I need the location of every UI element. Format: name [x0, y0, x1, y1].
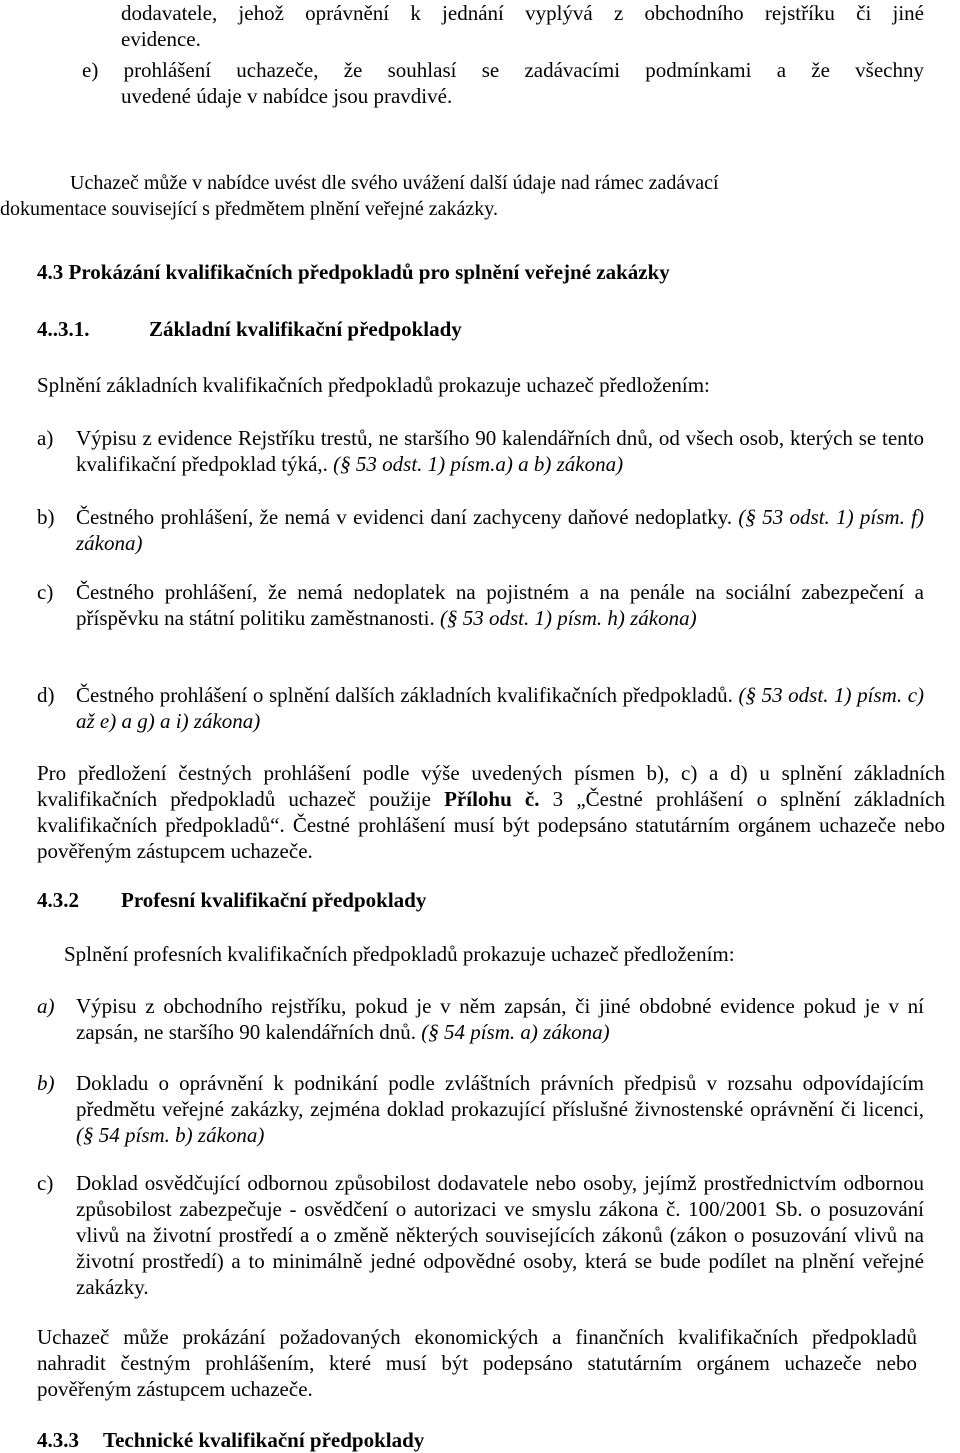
basic-item-d-body [76, 682, 924, 734]
section-4-3-3-heading [37, 1427, 917, 1453]
professional-item-b [0, 1070, 960, 1150]
section-4-3-heading: 4.3 Prokázání kvalifikačních předpokladů pro splnění veřejné zakázky [37, 260, 670, 284]
professional-item-a [0, 993, 960, 1049]
professional-item-a-ref: (§ 54 písm. a) zákona) [421, 1020, 610, 1044]
intro-line-1: Uchazeč může v nabídce uvést dle svého uvážení další údaje nad rámec zadávací [70, 172, 719, 194]
section-4-3-2-heading [37, 887, 917, 913]
intro-paragraph [0, 170, 893, 222]
professional-affidavit-note: Uchazeč může prokázání požadovaných ekonomických a finančních kvalifikačních předpokladů nahradit čestným prohlášením, které musí být podepsáno statutárním orgánem uchazeče nebo pověřeným zástupcem uchazeče. [37, 1325, 917, 1401]
basic-annex-note-bold: Přílohu č. [444, 787, 540, 811]
professional-item-b-body [76, 1070, 924, 1148]
basic-item-d-label: d) [37, 683, 55, 707]
basic-annex-note-text-2: 3 „Čestné prohlášení o splnění základních kvalifikačních předpokladů“. Čestné prohlášení musí být podepsáno statutárním orgánem uchazeče nebo pověřeným zástupcem uchazeče. [37, 787, 945, 863]
continuation-paragraph [121, 0, 924, 52]
basic-item-b-label: b) [37, 505, 55, 529]
basic-item-a [0, 425, 960, 481]
professional-item-c-label: c) [37, 1171, 54, 1195]
section-4-3-3-title: Technické kvalifikační předpoklady [103, 1428, 425, 1452]
basic-item-c-body [76, 579, 924, 631]
basic-item-d-ref: (§ 53 odst. 1) písm. c) až e) a g) a i) zákona) [76, 683, 925, 733]
continuation-line-2: evidence. [121, 27, 201, 51]
professional-item-c [0, 1170, 960, 1300]
item-e-line-2: uvedené údaje v nabídce jsou pravdivé. [121, 84, 453, 108]
item-e-line-1: e) prohlášení uchazeče, že souhlasí se zadávacími podmínkami a že všechny [82, 58, 924, 82]
section-4-3-1-lead: Splnění základních kvalifikačních předpokladů prokazuje uchazeč předložením: [37, 373, 710, 397]
basic-item-b-ref: (§ 53 odst. 1) písm. f) zákona) [76, 505, 924, 555]
section-4-3-1-number: 4..3.1. [37, 317, 90, 341]
professional-item-c-text: Doklad osvědčující odbornou způsobilost dodavatele nebo osoby, jejímž prostřednictvím odbornou způsobilost zabezpečuje - osvědčení o autorizaci ve smyslu zákona č. 100/2001 Sb. o posuzování vlivů na životní prostředí a o změně některých souvisejících zákonů (zákon o posuzování vlivů na životní prostředí) a to minimálně jedné odpovědné osoby, která se bude podílet na plnění veřejné zakázky. [76, 1171, 924, 1299]
professional-item-a-body [76, 993, 924, 1045]
section-4-3-1-title: Základní kvalifikační předpoklady [149, 317, 462, 341]
professional-item-b-ref: (§ 54 písm. b) zákona) [76, 1123, 265, 1147]
basic-annex-note [37, 760, 945, 864]
basic-item-b-text: Čestného prohlášení, že nemá v evidenci daní zachyceny daňové nedoplatky. [76, 505, 739, 529]
section-4-3-1-heading [37, 316, 917, 342]
professional-item-b-text: Dokladu o oprávnění k podnikání podle zvláštních právních předpisů v rozsahu odpovídajícím předmětu veřejné zakázky, zejména doklad prokazující příslušné živnostenské oprávnění či licenci, [76, 1071, 924, 1121]
basic-item-b-body [76, 504, 924, 556]
basic-item-a-ref: (§ 53 odst. 1) písm.a) a b) zákona) [333, 452, 624, 476]
section-4-3-2-lead: Splnění profesních kvalifikačních předpokladů prokazuje uchazeč předložením: [64, 942, 735, 966]
professional-item-a-text: Výpisu z obchodního rejstříku, pokud je v něm zapsán, či jiné obdobné evidence pokud je v ní zapsán, ne staršího 90 kalendářních dnů. [76, 994, 924, 1044]
basic-item-d-text: Čestného prohlášení o splnění dalších základních kvalifikačních předpokladů. [76, 683, 739, 707]
basic-item-c [0, 579, 960, 659]
basic-item-c-ref: (§ 53 odst. 1) písm. h) zákona) [439, 606, 697, 630]
section-4-3-2-title: Profesní kvalifikační předpoklady [121, 888, 427, 912]
basic-annex-note-text-1: Pro předložení čestných prohlášení podle výše uvedených písmen b), c) a d) u splnění základních kvalifikačních předpokladů uchazeč použije [37, 761, 945, 811]
basic-item-a-text: Výpisu z evidence Rejstříku trestů, ne staršího 90 kalendářních dnů, od všech osob, kterých se tento kvalifikační předpoklad týká,. [76, 426, 924, 476]
continuation-line-1: dodavatele, jehož oprávnění k jednání vyplývá z obchodního rejstříku či jiné [121, 1, 924, 25]
basic-item-c-label: c) [37, 580, 54, 604]
basic-item-c-text: Čestného prohlášení, že nemá nedoplatek na pojistném a na penále na sociální zabezpečení a příspěvku na státní politiku zaměstnanosti. [76, 580, 924, 630]
basic-item-b [0, 504, 960, 560]
professional-item-c-body [76, 1170, 924, 1300]
intro-line-2: dokumentace související s předmětem plnění veřejné zakázky. [0, 198, 498, 220]
section-4-3-3-number: 4.3.3 [37, 1428, 79, 1452]
basic-item-d [0, 682, 960, 738]
professional-item-b-label: b) [37, 1071, 55, 1095]
basic-item-a-body [76, 425, 924, 477]
section-4-3-2-number: 4.3.2 [37, 888, 79, 912]
professional-item-a-label: a) [37, 994, 55, 1018]
basic-item-a-label: a) [37, 426, 54, 450]
item-e-paragraph [82, 57, 924, 109]
